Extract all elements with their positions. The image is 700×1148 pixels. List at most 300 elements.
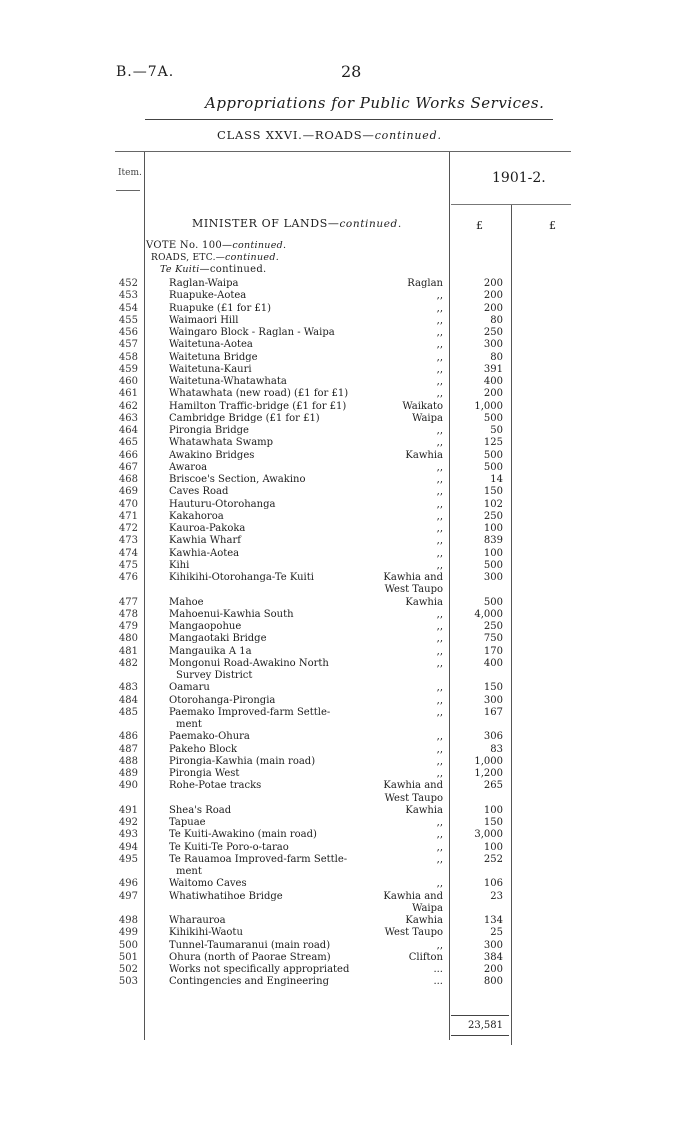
item-district: ,, xyxy=(436,363,443,375)
item-description: Te Kuiti-Awakino (main road) xyxy=(169,829,317,841)
item-number: 483 xyxy=(118,682,138,694)
item-description: Pirongia-Kawhia (main road) xyxy=(169,755,316,767)
table-row xyxy=(0,303,700,315)
table-row xyxy=(0,646,700,658)
item-amount: 400 xyxy=(483,376,503,387)
table-row xyxy=(0,425,700,437)
table-row xyxy=(0,364,700,376)
item-amount: 80 xyxy=(490,314,503,326)
item-district: West Taupo xyxy=(384,584,443,596)
item-amount: 500 xyxy=(483,461,503,473)
item-amount: 100 xyxy=(483,523,503,534)
item-number: 472 xyxy=(118,523,138,534)
item-district: ,, xyxy=(436,853,443,865)
item-header-rule xyxy=(116,190,140,191)
item-district: ,, xyxy=(436,461,443,473)
roads-text: ROADS, ETC.— xyxy=(151,253,226,263)
item-description: Kihi xyxy=(169,559,190,571)
table-row xyxy=(0,633,700,645)
item-description: Ruapuke-Aotea xyxy=(169,290,247,302)
table-row xyxy=(0,572,700,584)
table-row xyxy=(0,731,700,743)
item-district: ,, xyxy=(436,939,443,951)
table-row xyxy=(0,682,700,694)
item-district: ,, xyxy=(436,755,443,767)
table-row xyxy=(0,817,700,829)
table-row xyxy=(0,964,700,976)
item-description: Kakahoroa xyxy=(169,510,224,522)
item-district: Kawhia xyxy=(405,804,443,816)
item-number: 479 xyxy=(118,621,138,632)
table-row xyxy=(0,756,700,768)
item-number: 461 xyxy=(118,388,138,400)
item-number: 490 xyxy=(118,780,138,792)
item-district: Kawhia and xyxy=(383,890,443,902)
total-rule-top xyxy=(451,1015,509,1016)
table-row xyxy=(0,376,700,388)
item-description: Ohura (north of Paorae Stream) xyxy=(169,951,331,963)
item-district: ,, xyxy=(436,817,443,828)
item-district: ,, xyxy=(436,523,443,534)
item-district: ,, xyxy=(436,351,443,363)
item-number: 493 xyxy=(118,829,138,841)
item-amount: 4,000 xyxy=(474,608,503,620)
item-amount: 100 xyxy=(483,804,503,816)
table-row xyxy=(0,499,700,511)
table-row xyxy=(0,903,700,915)
table-row xyxy=(0,744,700,756)
table-row xyxy=(0,805,700,817)
item-description: Pakeho Block xyxy=(169,743,238,755)
item-amount: 106 xyxy=(483,878,503,890)
table-row xyxy=(0,315,700,327)
item-amount: 500 xyxy=(483,559,503,571)
class-title-suffix: continued. xyxy=(374,129,442,142)
table-row xyxy=(0,952,700,964)
item-number: 452 xyxy=(118,278,138,289)
item-description: Briscoe's Section, Awakino xyxy=(169,474,306,485)
item-number: 489 xyxy=(118,768,138,779)
table-row xyxy=(0,854,700,866)
item-amount: 384 xyxy=(483,951,503,963)
item-district: ,, xyxy=(436,706,443,718)
item-number: 496 xyxy=(118,878,138,890)
item-description: Kawhia Wharf xyxy=(169,535,241,547)
table-row xyxy=(0,878,700,890)
item-description: Works not specifically appropriated xyxy=(169,964,350,975)
item-amount: 400 xyxy=(483,657,503,669)
item-number: 453 xyxy=(118,290,138,302)
item-description: Te Kuiti-Te Poro-o-tarao xyxy=(169,841,289,853)
item-number: 484 xyxy=(118,694,138,706)
item-district: ,, xyxy=(436,314,443,326)
item-district: Kawhia and xyxy=(383,780,443,792)
table-row xyxy=(0,768,700,780)
table-row xyxy=(0,658,700,670)
te-kuiti-text: Te Kuiti xyxy=(160,264,200,275)
table-row xyxy=(0,462,700,474)
item-description: Paemako-Ohura xyxy=(169,731,250,743)
item-number: 495 xyxy=(118,853,138,865)
item-number: 499 xyxy=(118,927,138,939)
item-amount: 200 xyxy=(483,278,503,289)
table-row xyxy=(0,437,700,449)
item-description: Waimaori Hill xyxy=(169,314,239,326)
item-number: 502 xyxy=(118,964,138,975)
minister-text: MINISTER OF LANDS— xyxy=(192,217,340,230)
item-description: Caves Road xyxy=(169,486,229,498)
item-description: ment xyxy=(176,719,202,730)
item-district: Waikato xyxy=(402,400,443,412)
item-district: ,, xyxy=(436,486,443,498)
table-row xyxy=(0,695,700,707)
item-description: Waitetuna-Aotea xyxy=(169,339,253,351)
item-description: Pirongia Bridge xyxy=(169,425,249,436)
item-district: West Taupo xyxy=(384,792,443,804)
table-row xyxy=(0,413,700,425)
table-row xyxy=(0,707,700,719)
item-amount: 1,200 xyxy=(474,768,503,779)
item-district: ,, xyxy=(436,657,443,669)
item-description: Mangauika A 1a xyxy=(169,645,252,657)
table-row xyxy=(0,609,700,621)
item-description: Te Rauamoa Improved-farm Settle- xyxy=(169,853,348,865)
table-row xyxy=(0,842,700,854)
item-amount: 134 xyxy=(483,915,503,926)
item-number: 491 xyxy=(118,804,138,816)
item-amount: 265 xyxy=(483,780,503,792)
table-row xyxy=(0,511,700,523)
item-number: 480 xyxy=(118,633,138,645)
item-amount: 1,000 xyxy=(474,400,503,412)
table-row xyxy=(0,866,700,878)
item-amount: 150 xyxy=(483,682,503,694)
table-row xyxy=(0,535,700,547)
item-amount: 252 xyxy=(483,853,503,865)
table-row xyxy=(0,290,700,302)
year-header: 1901-2. xyxy=(492,170,546,186)
item-number: 460 xyxy=(118,376,138,387)
item-description: Pirongia West xyxy=(169,768,240,779)
item-number: 469 xyxy=(118,486,138,498)
item-description: Kauroa-Pakoka xyxy=(169,523,246,534)
item-number: 456 xyxy=(118,327,138,338)
item-number: 458 xyxy=(118,351,138,363)
item-description: Contingencies and Engineering xyxy=(169,976,329,988)
item-district: ,, xyxy=(436,621,443,632)
item-district: ,, xyxy=(436,535,443,547)
item-number: 497 xyxy=(118,890,138,902)
item-district: ,, xyxy=(436,694,443,706)
item-district: ,, xyxy=(436,376,443,387)
item-number: 501 xyxy=(118,951,138,963)
item-number: 470 xyxy=(118,498,138,510)
document-code: B.—7A. xyxy=(116,64,175,80)
item-description: Whatawhata Swamp xyxy=(169,437,274,449)
item-number: 465 xyxy=(118,437,138,449)
minister-heading xyxy=(192,217,402,230)
year-header-rule xyxy=(451,204,571,205)
item-district: ,, xyxy=(436,498,443,510)
item-description: Kawhia-Aotea xyxy=(169,547,240,559)
page-number: 28 xyxy=(341,62,362,81)
item-description: Tunnel-Taumaranui (main road) xyxy=(169,939,331,951)
item-number: 454 xyxy=(118,302,138,314)
item-amount: 300 xyxy=(483,939,503,951)
pound-symbol-total: £ xyxy=(549,219,556,232)
item-description: Raglan-Waipa xyxy=(169,278,239,289)
total-rule-bottom xyxy=(451,1035,509,1036)
item-number: 498 xyxy=(118,915,138,926)
item-amount: 100 xyxy=(483,547,503,559)
item-number: 477 xyxy=(118,596,138,608)
table-row xyxy=(0,621,700,633)
item-amount: 200 xyxy=(483,964,503,975)
item-description: Rohe-Potae tracks xyxy=(169,780,262,792)
item-description: Mongonui Road-Awakino North xyxy=(169,657,329,669)
item-amount: 100 xyxy=(483,841,503,853)
table-row xyxy=(0,915,700,927)
item-amount: 102 xyxy=(483,498,503,510)
item-district: ,, xyxy=(436,302,443,314)
item-amount: 250 xyxy=(483,621,503,632)
table-row xyxy=(0,388,700,400)
item-number: 455 xyxy=(118,314,138,326)
te-kuiti-line xyxy=(160,264,267,275)
roads-suffix: continued. xyxy=(225,252,280,263)
item-amount: 800 xyxy=(483,976,503,988)
item-number: 486 xyxy=(118,731,138,743)
item-description: Waingaro Block - Raglan - Waipa xyxy=(169,327,335,338)
item-district: ,, xyxy=(436,633,443,645)
table-row xyxy=(0,327,700,339)
item-district: ,, xyxy=(436,510,443,522)
table-row xyxy=(0,339,700,351)
table-row xyxy=(0,780,700,792)
table-row xyxy=(0,670,700,682)
item-number: 503 xyxy=(118,976,138,988)
item-amount: 300 xyxy=(483,339,503,351)
table-row xyxy=(0,976,700,988)
item-description: Awakino Bridges xyxy=(169,449,255,461)
item-number: 459 xyxy=(118,363,138,375)
item-description: Cambridge Bridge (£1 for £1) xyxy=(169,412,320,424)
item-amount: 500 xyxy=(483,449,503,461)
item-description: Paemako Improved-farm Settle- xyxy=(169,706,331,718)
item-amount: 1,000 xyxy=(474,755,503,767)
item-description: Kihikihi-Otorohanga-Te Kuiti xyxy=(169,572,314,583)
table-row xyxy=(0,584,700,596)
item-description: Wharauroa xyxy=(169,915,226,926)
table-row xyxy=(0,891,700,903)
item-description: Waitetuna-Kauri xyxy=(169,363,252,375)
item-number: 457 xyxy=(118,339,138,351)
grand-total: 23,581 xyxy=(468,1020,503,1031)
item-amount: 500 xyxy=(483,412,503,424)
item-district: ,, xyxy=(436,559,443,571)
item-number: 482 xyxy=(118,657,138,669)
item-district: ,, xyxy=(436,425,443,436)
item-district: Kawhia xyxy=(405,596,443,608)
item-description: Mangaopohue xyxy=(169,621,242,632)
item-district: ,, xyxy=(436,731,443,743)
title-rule xyxy=(145,119,553,120)
item-district: ,, xyxy=(436,829,443,841)
item-number: 488 xyxy=(118,755,138,767)
item-number: 463 xyxy=(118,412,138,424)
item-district: ,, xyxy=(436,437,443,449)
item-district: ,, xyxy=(436,743,443,755)
table-row xyxy=(0,829,700,841)
item-description: Waitomo Caves xyxy=(169,878,247,890)
item-district: Raglan xyxy=(407,278,443,289)
item-amount: 839 xyxy=(483,535,503,547)
item-district: ,, xyxy=(436,878,443,890)
item-description: Shea's Road xyxy=(169,804,232,816)
item-number: 487 xyxy=(118,743,138,755)
item-amount: 83 xyxy=(490,743,503,755)
item-number: 475 xyxy=(118,559,138,571)
item-description: Awaroa xyxy=(169,461,208,473)
item-number: 474 xyxy=(118,547,138,559)
pound-symbol-amount: £ xyxy=(476,219,483,232)
table-row xyxy=(0,401,700,413)
item-amount: 125 xyxy=(483,437,503,449)
item-number: 462 xyxy=(118,400,138,412)
item-description: Mahoenui-Kawhia South xyxy=(169,608,294,620)
table-row xyxy=(0,523,700,535)
item-district: ,, xyxy=(436,547,443,559)
item-amount: 250 xyxy=(483,510,503,522)
item-amount: 170 xyxy=(483,645,503,657)
item-amount: 300 xyxy=(483,694,503,706)
item-district: ,, xyxy=(436,339,443,351)
item-district: ,, xyxy=(436,474,443,485)
item-district: Kawhia xyxy=(405,915,443,926)
item-district: ,, xyxy=(436,645,443,657)
item-description: Mahoe xyxy=(169,596,204,608)
item-amount: 200 xyxy=(483,290,503,302)
item-description: Tapuae xyxy=(169,817,206,828)
item-amount: 25 xyxy=(490,927,503,939)
vote-text: VOTE No. 100— xyxy=(146,240,233,251)
item-district: ... xyxy=(433,976,443,988)
table-row xyxy=(0,450,700,462)
item-amount: 200 xyxy=(483,302,503,314)
item-number: 466 xyxy=(118,449,138,461)
table-row xyxy=(0,597,700,609)
item-number: 492 xyxy=(118,817,138,828)
item-amount: 306 xyxy=(483,731,503,743)
item-number: 485 xyxy=(118,706,138,718)
item-description: Kihikihi-Waotu xyxy=(169,927,243,939)
item-number: 494 xyxy=(118,841,138,853)
item-amount: 750 xyxy=(483,633,503,645)
class-title-text: CLASS XXVI.—ROADS— xyxy=(217,128,375,142)
item-district: ,, xyxy=(436,327,443,338)
item-number: 481 xyxy=(118,645,138,657)
item-number: 468 xyxy=(118,474,138,485)
item-district: Clifton xyxy=(408,951,443,963)
item-district: ,, xyxy=(436,388,443,400)
item-description: Survey District xyxy=(176,670,253,681)
minister-suffix: continued. xyxy=(339,218,402,230)
table-row xyxy=(0,927,700,939)
item-amount: 167 xyxy=(483,706,503,718)
item-district: Waipa xyxy=(412,902,443,914)
item-number: 478 xyxy=(118,608,138,620)
table-row xyxy=(0,352,700,364)
item-amount: 391 xyxy=(483,363,503,375)
table-row xyxy=(0,474,700,486)
item-description: Hamilton Traffic-bridge (£1 for £1) xyxy=(169,400,347,412)
item-number: 464 xyxy=(118,425,138,436)
item-amount: 300 xyxy=(483,572,503,583)
item-amount: 150 xyxy=(483,486,503,498)
item-description: Hauturu-Otorohanga xyxy=(169,498,276,510)
item-description: Whatiwhatihoe Bridge xyxy=(169,890,283,902)
table-row xyxy=(0,719,700,731)
item-district: ,, xyxy=(436,290,443,302)
item-amount: 3,000 xyxy=(474,829,503,841)
te-kuiti-suffix: —continued. xyxy=(199,264,267,275)
table-row xyxy=(0,486,700,498)
item-column-header: Item. xyxy=(118,168,142,178)
item-description: Waitetuna-Whatawhata xyxy=(169,376,287,387)
item-number: 476 xyxy=(118,572,138,583)
table-top-rule xyxy=(115,151,571,152)
item-district: ,, xyxy=(436,608,443,620)
item-district: Waipa xyxy=(412,412,443,424)
item-amount: 80 xyxy=(490,351,503,363)
item-amount: 23 xyxy=(490,890,503,902)
item-description: Whatawhata (new road) (£1 for £1) xyxy=(169,388,349,400)
item-district: ,, xyxy=(436,682,443,694)
class-title xyxy=(217,128,442,142)
item-amount: 14 xyxy=(490,474,503,485)
vote-suffix: continued. xyxy=(232,240,287,251)
item-number: 473 xyxy=(118,535,138,547)
table-row xyxy=(0,548,700,560)
item-district: Kawhia and xyxy=(383,572,443,583)
item-district: ,, xyxy=(436,841,443,853)
item-district: ... xyxy=(433,964,443,975)
item-number: 500 xyxy=(118,939,138,951)
item-district: ,, xyxy=(436,768,443,779)
item-description: ment xyxy=(176,866,202,877)
item-amount: 500 xyxy=(483,596,503,608)
item-amount: 250 xyxy=(483,327,503,338)
item-amount: 150 xyxy=(483,817,503,828)
item-district: Kawhia xyxy=(405,449,443,461)
vote-line xyxy=(146,240,286,251)
roads-line xyxy=(151,252,279,263)
table-row xyxy=(0,940,700,952)
item-number: 471 xyxy=(118,510,138,522)
item-description: Oamaru xyxy=(169,682,210,694)
item-description: Mangaotaki Bridge xyxy=(169,633,267,645)
page-title: Appropriations for Public Works Services. xyxy=(205,94,545,112)
table-row xyxy=(0,793,700,805)
table-row xyxy=(0,278,700,290)
item-district: West Taupo xyxy=(384,927,443,939)
item-description: Waitetuna Bridge xyxy=(169,351,258,363)
item-description: Otorohanga-Pirongia xyxy=(169,694,276,706)
item-description: Ruapuke (£1 for £1) xyxy=(169,302,272,314)
item-amount: 200 xyxy=(483,388,503,400)
item-amount: 50 xyxy=(490,425,503,436)
table-row xyxy=(0,560,700,572)
